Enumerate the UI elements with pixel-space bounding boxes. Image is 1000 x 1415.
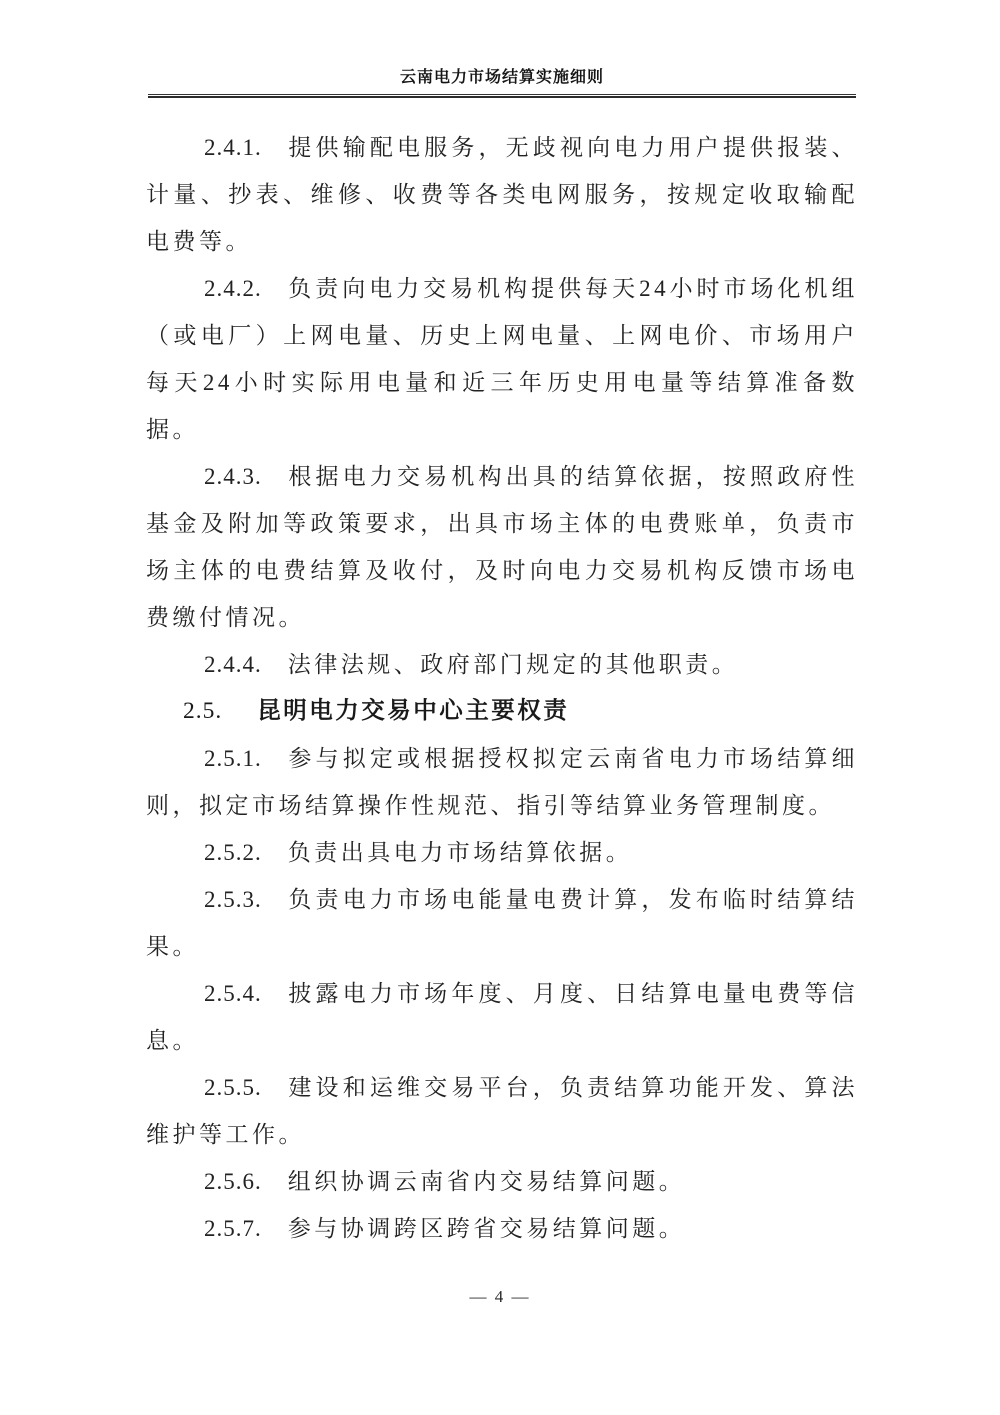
clause-number: 2.5.2.	[204, 840, 262, 865]
section-heading-2-5	[146, 688, 858, 735]
clause-2-4-3	[146, 453, 858, 641]
section-title: 昆明电力交易中心主要权责	[257, 698, 570, 724]
clause-text: 根据电力交易机构出具的结算依据，按照政府性基金及附加等政策要求，出具市场主体的电费账单，负责市场主体的电费结算及收付，及时向电力交易机构反馈市场电费缴付情况。	[146, 464, 858, 630]
page-header	[148, 64, 856, 98]
clause-2-4-2	[146, 265, 858, 453]
clause-text: 法律法规、政府部门规定的其他职责。	[287, 652, 739, 677]
clause-number: 2.5.5.	[204, 1075, 262, 1100]
running-header-title: 云南电力市场结算实施细则	[399, 69, 604, 86]
clause-number: 2.5.7.	[204, 1216, 262, 1241]
clause-number: 2.5.3.	[204, 887, 262, 912]
page-number: — 4 —	[469, 1287, 531, 1306]
clause-2-5-6	[146, 1158, 858, 1205]
clause-number: 2.5.1.	[204, 746, 262, 771]
clause-text: 负责向电力交易机构提供每天24小时市场化机组（或电厂）上网电量、历史上网电量、上网电价、市场用户每天24小时实际用电量和近三年历史用电量等结算准备数据。	[146, 276, 858, 442]
clause-2-5-2	[146, 829, 858, 876]
clause-text: 组织协调云南省内交易结算问题。	[287, 1169, 686, 1194]
clause-2-5-5	[146, 1064, 858, 1158]
clause-number: 2.4.2.	[204, 276, 262, 301]
clause-2-5-1	[146, 735, 858, 829]
clause-text: 提供输配电服务，无歧视向电力用户提供报装、计量、抄表、维修、收费等各类电网服务，按规定收取输配电费等。	[146, 135, 858, 254]
clause-number: 2.5.6.	[204, 1169, 262, 1194]
clause-2-5-4	[146, 970, 858, 1064]
clause-text: 负责电力市场电能量电费计算，发布临时结算结果。	[146, 887, 858, 959]
section-number: 2.5.	[183, 698, 223, 724]
clause-text: 参与拟定或根据授权拟定云南省电力市场结算细则，拟定市场结算操作性规范、指引等结算业务管理制度。	[146, 746, 858, 818]
clause-2-4-1	[146, 124, 858, 265]
clause-number: 2.4.1.	[204, 135, 262, 160]
clause-text: 负责出具电力市场结算依据。	[287, 840, 633, 865]
clause-number: 2.4.4.	[204, 652, 262, 677]
clause-number: 2.4.3.	[204, 464, 262, 489]
document-body	[146, 124, 858, 1252]
header-divider-rule	[148, 94, 856, 98]
clause-2-5-3	[146, 876, 858, 970]
clause-text: 建设和运维交易平台，负责结算功能开发、算法维护等工作。	[146, 1075, 858, 1147]
clause-text: 披露电力市场年度、月度、日结算电量电费等信息。	[146, 981, 858, 1053]
clause-2-4-4	[146, 641, 858, 688]
clause-text: 参与协调跨区跨省交易结算问题。	[287, 1216, 686, 1241]
clause-number: 2.5.4.	[204, 981, 262, 1006]
clause-2-5-7	[146, 1205, 858, 1252]
